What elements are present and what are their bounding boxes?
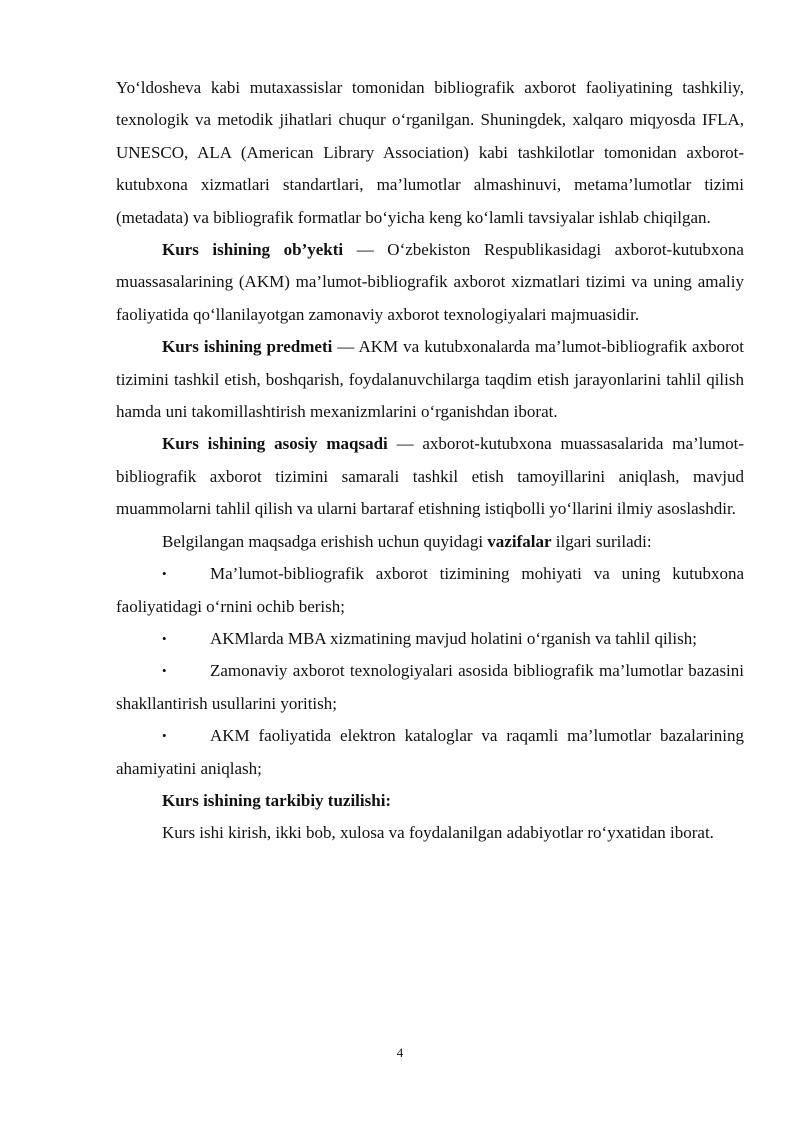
- goal-label: Kurs ishining asosiy maqsadi: [162, 434, 388, 454]
- list-item-text: AKMlarda MBA xizmatining mavjud holatini o‘rganish va tahlil qilish;: [210, 628, 697, 648]
- subject-label: Kurs ishining predmeti: [162, 337, 333, 357]
- list-item: [116, 720, 744, 785]
- object-label: Kurs ishining ob’yekti: [162, 240, 344, 260]
- subject-text: — AKM va kutubxonalarda ma’lumot-bibliografik axborot tizimini tashkil etish, boshqarish, foydalanuvchilarga taqdim etish jarayonlarini tahlil qilish hamda uni takomillashtirish mexanizmlarini o‘rganishdan iborat.: [116, 337, 744, 422]
- list-item-text: Zamonaviy axborot texnologiyalari asosida bibliografik ma’lumotlar bazasini shakllantirish usullarini yoritish;: [116, 661, 744, 713]
- bullet-icon: •: [162, 663, 167, 679]
- tasks-intro-paragraph: [116, 526, 744, 558]
- bullet-icon: •: [162, 630, 167, 646]
- bullet-icon: •: [162, 566, 167, 582]
- list-item: [116, 623, 744, 655]
- page-number: 4: [396, 1045, 404, 1060]
- list-item: [116, 558, 744, 623]
- structure-paragraph: Kurs ishi kirish, ikki bob, xulosa va foydalanilgan adabiyotlar ro‘yxatidan iborat.: [162, 823, 714, 843]
- object-paragraph: [116, 234, 744, 331]
- document-page: [116, 72, 744, 850]
- tasks-intro-text: Belgilangan maqsadga erishish uchun quyidagi: [162, 531, 488, 551]
- tasks-intro-end: ilgari suriladi:: [551, 531, 652, 551]
- goal-text: — axborot-kutubxona muassasalarida ma’lumot-bibliografik axborot tizimini samarali tashkil etish tamoyillarini aniqlash, mavjud muammolarni tahlil qilish va ularni bartaraf etishning istiqbolli yo‘llarini ilmiy asoslashdir.: [116, 434, 744, 519]
- goal-paragraph: [116, 428, 744, 525]
- bullet-icon: •: [162, 728, 167, 744]
- structure-heading: [116, 785, 744, 817]
- list-item-text: AKM faoliyatida elektron kataloglar va raqamli ma’lumotlar bazalarining ahamiyatini aniqlash;: [116, 726, 744, 778]
- object-text: — O‘zbekiston Respublikasidagi axborot-kutubxona muassasalarining (AKM) ma’lumot-bibliografik axborot xizmatlari tizimi va uning amaliy faoliyatida qo‘llanilayotgan zamonaviy axborot texnologiyalari majmuasidir.: [116, 240, 744, 324]
- list-item-text: Ma’lumot-bibliografik axborot tizimining mohiyati va uning kutubxona faoliyatidagi o‘rnini ochib berish;: [116, 564, 744, 616]
- intro-paragraph: Yo‘ldosheva kabi mutaxassislar tomonidan bibliografik axborot faoliyatining tashkiliy, texnologik va metodik jihatlari chuqur o‘rganilgan. Shuningdek, xalqaro miqyosda IFLA, UNESCO, ALA (American Library Association) kabi tashkilotlar tomonidan axborot-kutubxona xizmatlari standartlari, ma’lumotlar almashinuvi, metama’lumotlar tizimi (metadata) va bibliografik formatlar bo‘yicha keng ko‘lamli tavsiyalar ishlab chiqilgan.: [116, 78, 744, 227]
- tasks-bold-word: vazifalar: [487, 531, 552, 551]
- subject-paragraph: [116, 331, 744, 428]
- structure-label: Kurs ishining tarkibiy tuzilishi:: [162, 790, 392, 810]
- list-item: [116, 655, 744, 720]
